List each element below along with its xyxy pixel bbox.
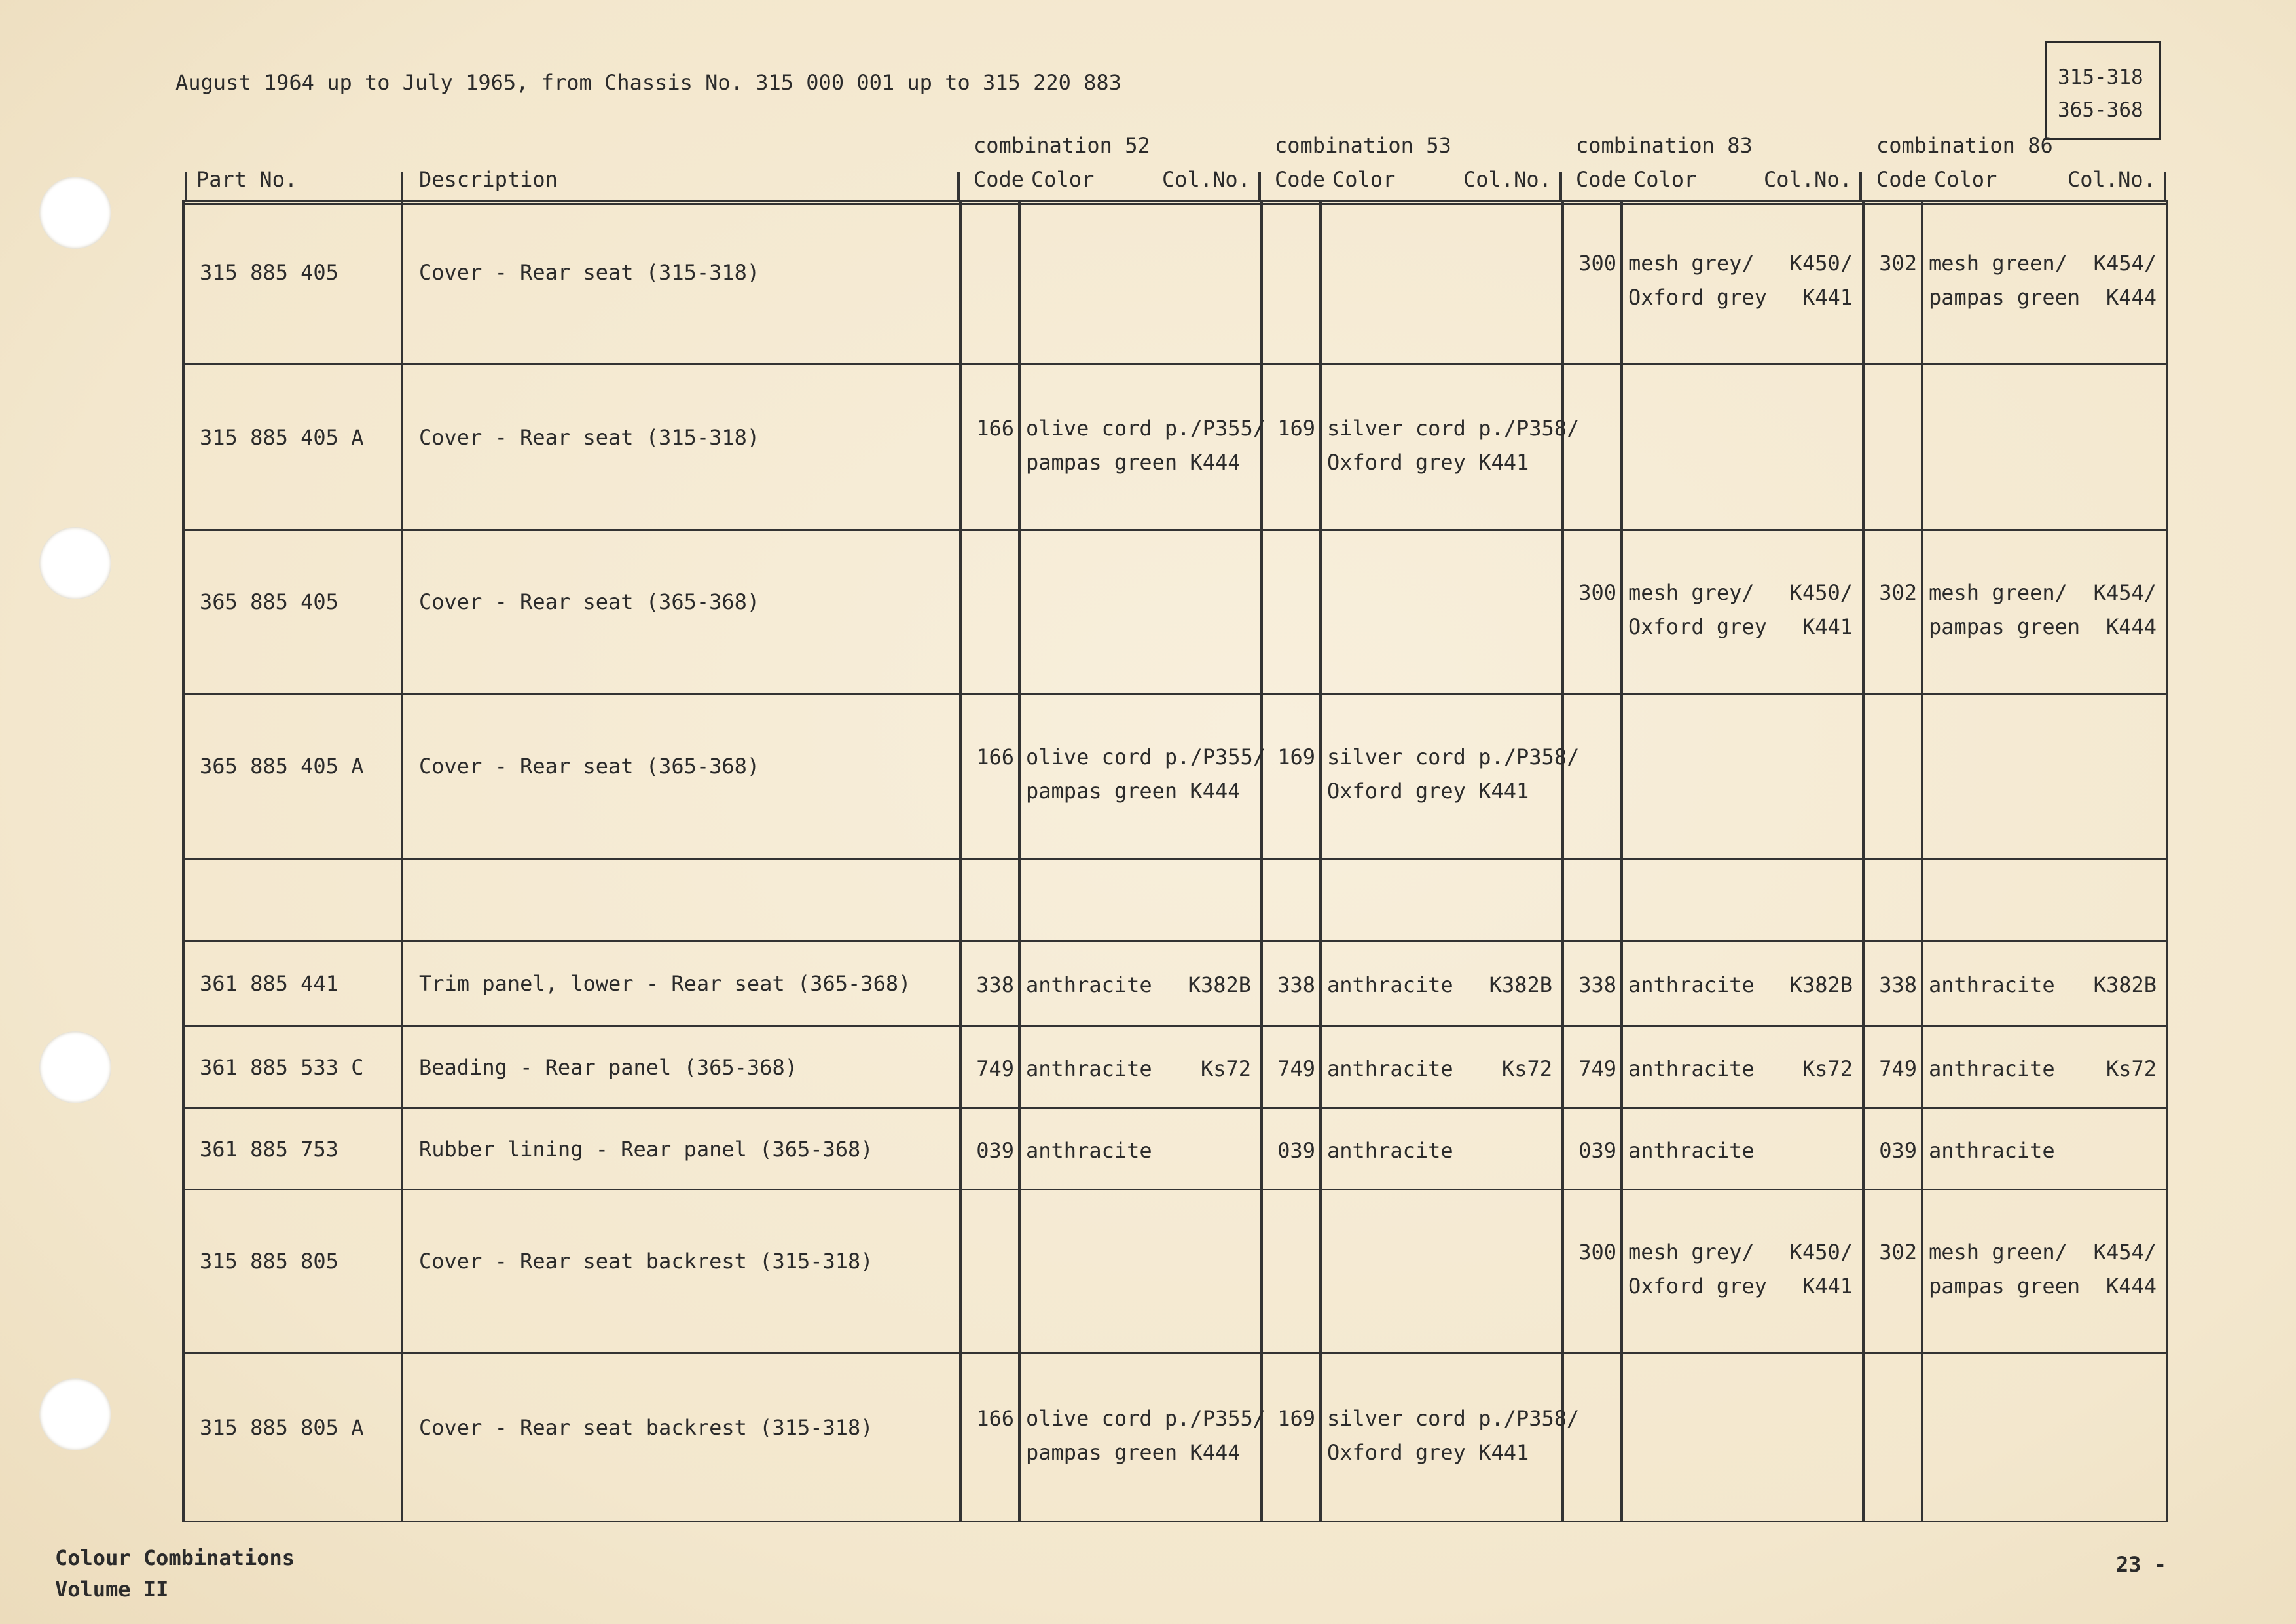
combo-color: silver cord p./P358/ (1327, 415, 1580, 441)
column-rule (1561, 200, 1564, 1522)
column-rule (2166, 200, 2168, 1522)
combo-code: 166 (976, 1405, 1014, 1431)
row-rule (182, 1107, 2168, 1109)
header-divider (2164, 172, 2166, 200)
combo-col-no: K454/ (2093, 580, 2157, 605)
combo-color: olive cord p./P355/ (1026, 1405, 1266, 1431)
combo-color: pampas green (1929, 1274, 2081, 1299)
part-number: 365 885 405 (200, 589, 338, 614)
footer-volume: Volume II (55, 1577, 169, 1602)
combo-color: mesh grey/ (1628, 251, 1755, 276)
combo-color: olive cord p./P355/ (1026, 745, 1266, 769)
combo-color: mesh grey/ (1628, 580, 1755, 605)
column-header-color: Color (1934, 167, 1997, 192)
part-description: Trim panel, lower - Rear seat (365-368) (419, 971, 911, 996)
column-header-color: Color (1332, 167, 1396, 192)
combo-code: 749 (976, 1056, 1014, 1081)
combo-color: anthracite (1026, 1056, 1152, 1081)
row-rule (182, 1189, 2168, 1190)
combo-color: mesh grey/ (1628, 1240, 1755, 1264)
combo-code: 169 (1277, 745, 1315, 769)
column-header-colno: Col.No. (1463, 167, 1552, 192)
part-number: 315 885 805 A (200, 1414, 364, 1440)
row-rule (182, 693, 2168, 695)
combo-code: 300 (1578, 580, 1616, 605)
combo-code: 302 (1879, 1240, 1917, 1264)
combo-color: pampas green (1929, 285, 2081, 310)
combo-col-no: Ks72 (1802, 1056, 1853, 1081)
part-description: Rubber lining - Rear panel (365-368) (419, 1136, 873, 1162)
column-rule (1862, 200, 1865, 1522)
column-header-colno: Col.No. (1764, 167, 1852, 192)
ref-box-line: 315-318 (2058, 65, 2143, 89)
binder-hole (39, 1378, 111, 1450)
part-description: Cover - Rear seat backrest (315-318) (419, 1249, 873, 1274)
column-header-description: Description (419, 167, 558, 192)
combo-code: 166 (976, 745, 1014, 769)
column-rule (1018, 200, 1021, 1522)
part-number: 361 885 533 C (200, 1054, 364, 1080)
column-rule (1319, 200, 1322, 1522)
part-number: 365 885 405 A (200, 754, 364, 779)
combo-color: anthracite (1026, 972, 1152, 997)
part-description: Beading - Rear panel (365-368) (419, 1054, 797, 1080)
combo-color: pampas green (1929, 614, 2081, 639)
combo-color: silver cord p./P358/ (1327, 745, 1580, 769)
column-rule (1260, 200, 1263, 1522)
combo-code: 039 (1578, 1137, 1616, 1163)
combo-color: anthracite (1929, 1137, 2055, 1163)
combo-code: 166 (976, 415, 1014, 441)
column-header-code: Code (1876, 167, 1927, 192)
combo-col-no: K441 (1802, 614, 1853, 639)
combo-code: 302 (1879, 251, 1917, 276)
ref-box-line: 365-368 (2058, 98, 2143, 122)
combo-col-no: K454/ (2093, 1240, 2157, 1264)
column-rule (401, 200, 403, 1522)
row-rule (182, 363, 2168, 365)
combo-col-no: K382B (1489, 972, 1552, 997)
row-rule (182, 858, 2168, 860)
column-header-code: Code (974, 167, 1025, 192)
combo-code: 749 (1879, 1056, 1917, 1081)
footer-title: Colour Combinations (55, 1545, 295, 1570)
combo-color: anthracite (1327, 1056, 1453, 1081)
header-divider (957, 172, 960, 200)
combo-color: mesh green/ (1929, 580, 2068, 605)
binder-hole (39, 177, 111, 249)
combo-code: 039 (976, 1137, 1014, 1163)
combo-col-no: K450/ (1789, 1240, 1853, 1264)
combo-code: 749 (1578, 1056, 1616, 1081)
part-number: 361 885 753 (200, 1136, 338, 1162)
column-header-part-no: Part No. (196, 167, 298, 192)
combo-code: 338 (1879, 972, 1917, 997)
binder-hole (39, 1031, 111, 1103)
column-header-colno: Col.No. (1162, 167, 1250, 192)
row-rule (182, 1352, 2168, 1354)
combination-title: combination 52 (974, 133, 1150, 158)
column-header-color: Color (1031, 167, 1095, 192)
combo-color: anthracite (1929, 1056, 2055, 1081)
combo-color: anthracite (1628, 972, 1755, 997)
column-header-code: Code (1576, 167, 1627, 192)
combo-color: silver cord p./P358/ (1327, 1405, 1580, 1431)
part-number: 315 885 405 A (200, 424, 364, 450)
combo-code: 300 (1578, 1240, 1616, 1264)
header-divider (185, 172, 187, 200)
combo-code: 300 (1578, 251, 1616, 276)
part-number: 315 885 805 (200, 1249, 338, 1274)
binder-hole (39, 527, 111, 599)
combo-color: Oxford grey K441 (1327, 1439, 1529, 1465)
combo-color: Oxford grey (1628, 1274, 1767, 1299)
combo-col-no: K450/ (1789, 580, 1853, 605)
combo-col-no: K450/ (1789, 251, 1853, 276)
part-description: Cover - Rear seat (315-318) (419, 260, 760, 285)
part-number: 361 885 441 (200, 971, 338, 996)
row-rule (182, 940, 2168, 942)
combo-col-no: K444 (2105, 1274, 2157, 1299)
combination-title: combination 83 (1576, 133, 1753, 158)
combo-code: 039 (1879, 1137, 1917, 1163)
combination-title: combination 86 (1876, 133, 2053, 158)
column-header-colno: Col.No. (2068, 167, 2156, 192)
combo-code: 039 (1277, 1137, 1315, 1163)
combo-code: 169 (1277, 1405, 1315, 1431)
column-rule (1921, 200, 1923, 1522)
combo-color: Oxford grey K441 (1327, 779, 1529, 803)
combo-color: pampas green K444 (1026, 779, 1241, 803)
part-number: 315 885 405 (200, 260, 338, 285)
part-description: Cover - Rear seat (315-318) (419, 424, 760, 450)
combo-color: anthracite (1628, 1056, 1755, 1081)
combo-color: anthracite (1026, 1137, 1152, 1163)
combo-col-no: Ks72 (1200, 1056, 1251, 1081)
row-rule (182, 200, 2168, 202)
reference-box (2045, 41, 2161, 140)
combo-code: 338 (1277, 972, 1315, 997)
combo-col-no: K444 (2105, 285, 2157, 310)
combo-color: Oxford grey K441 (1327, 449, 1529, 475)
row-rule (182, 203, 2168, 205)
combo-col-no: Ks72 (2105, 1056, 2157, 1081)
combo-color: anthracite (1929, 972, 2055, 997)
combo-color: Oxford grey (1628, 285, 1767, 310)
combo-code: 169 (1277, 415, 1315, 441)
column-rule (959, 200, 962, 1522)
header-divider (1258, 172, 1261, 200)
column-rule (1620, 200, 1623, 1522)
combo-col-no: K441 (1802, 285, 1853, 310)
combo-col-no: K382B (1188, 972, 1251, 997)
combo-color: anthracite (1327, 1137, 1453, 1163)
combo-code: 302 (1879, 580, 1917, 605)
row-rule (182, 1025, 2168, 1027)
combo-color: pampas green K444 (1026, 1439, 1241, 1465)
combo-code: 338 (976, 972, 1014, 997)
combination-title: combination 53 (1275, 133, 1451, 158)
column-rule (182, 200, 185, 1522)
part-description: Cover - Rear seat backrest (315-318) (419, 1414, 873, 1440)
page-number: 23 - (2116, 1552, 2167, 1577)
header-divider (1859, 172, 1862, 200)
row-rule (182, 529, 2168, 531)
combo-color: olive cord p./P355/ (1026, 415, 1266, 441)
combo-col-no: K454/ (2093, 251, 2157, 276)
combo-color: Oxford grey (1628, 614, 1767, 639)
combo-code: 749 (1277, 1056, 1315, 1081)
combo-color: mesh green/ (1929, 251, 2068, 276)
combo-col-no: Ks72 (1501, 1056, 1552, 1081)
period-header: August 1964 up to July 1965, from Chassis No. 315 000 001 up to 315 220 883 (175, 70, 1121, 95)
column-header-code: Code (1275, 167, 1326, 192)
column-header-color: Color (1633, 167, 1697, 192)
part-description: Cover - Rear seat (365-368) (419, 589, 760, 614)
combo-color: pampas green K444 (1026, 449, 1241, 475)
combo-col-no: K441 (1802, 1274, 1853, 1299)
combo-col-no: K382B (1789, 972, 1853, 997)
part-description: Cover - Rear seat (365-368) (419, 754, 760, 779)
header-divider (1559, 172, 1562, 200)
combo-code: 338 (1578, 972, 1616, 997)
combo-col-no: K382B (2093, 972, 2157, 997)
combo-color: anthracite (1628, 1137, 1755, 1163)
row-rule (182, 1521, 2168, 1522)
combo-color: anthracite (1327, 972, 1453, 997)
combo-color: mesh green/ (1929, 1240, 2068, 1264)
combo-col-no: K444 (2105, 614, 2157, 639)
header-divider (401, 172, 403, 200)
